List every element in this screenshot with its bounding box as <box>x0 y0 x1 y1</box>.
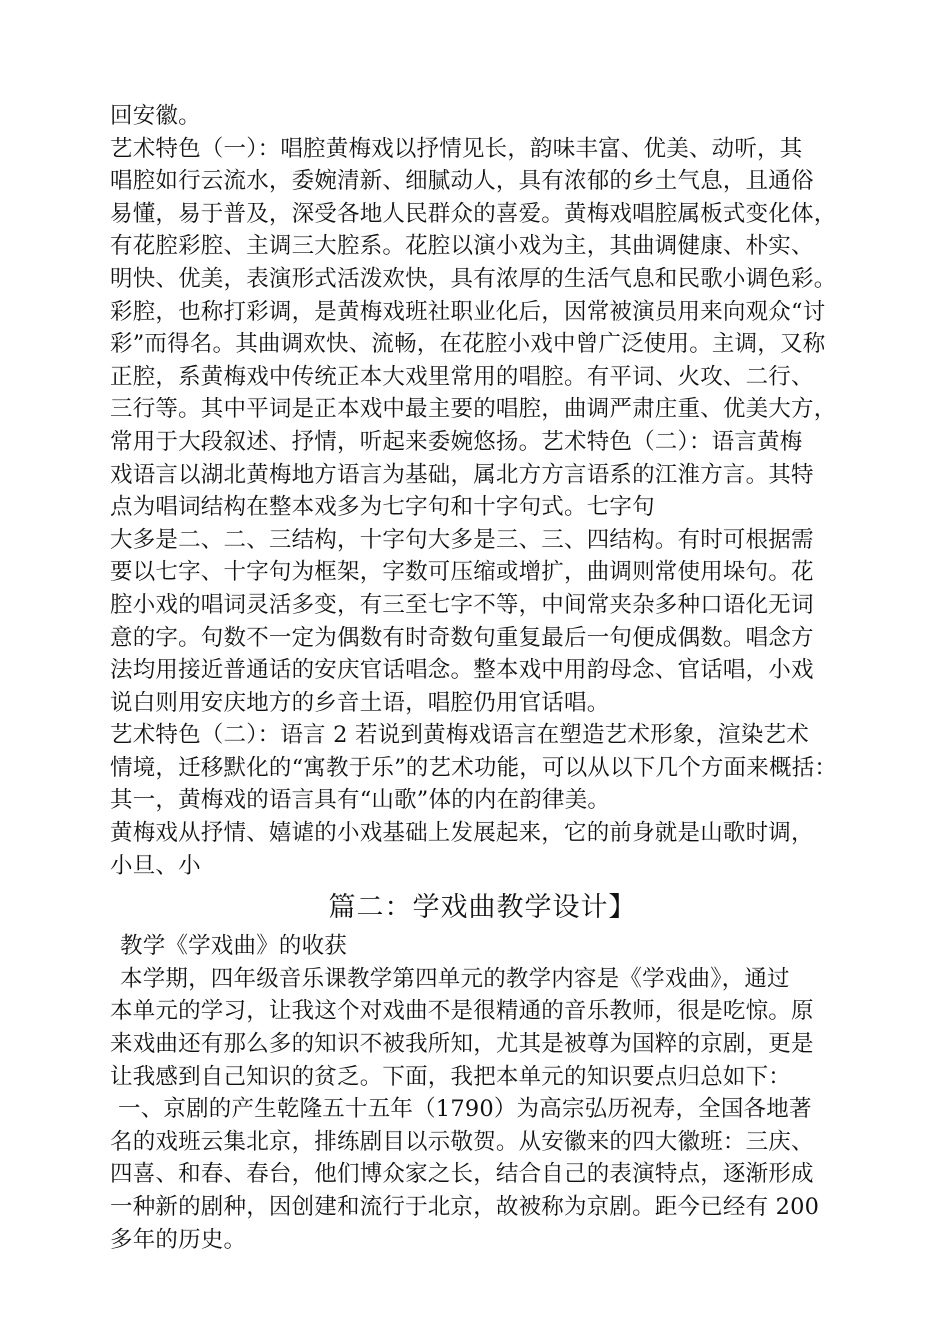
text-line: 说白则用安庆地方的乡音土语，唱腔仍用官话唱。 <box>110 689 610 716</box>
text-line: 点为唱词结构在整本戏多为七字句和十字句式。七字句 <box>110 494 655 521</box>
text-line: 多年的历史。 <box>110 1226 247 1253</box>
text-line: 常用于大段叙述、抒情，听起来委婉悠扬。艺术特色（二）：语言黄梅 <box>110 428 803 455</box>
text-line: 意的字。句数不一定为偶数有时奇数句重复最后一句便成偶数。唱念方 <box>110 624 814 651</box>
text-line: 易懂，易于普及，深受各地人民群众的喜爱。黄梅戏唱腔属板式变化体， <box>110 200 837 227</box>
text-line: 来戏曲还有那么多的知识不被我所知，尤其是被尊为国粹的京剧，更是 <box>110 1031 814 1058</box>
text-line: 正腔，系黄梅戏中传统正本大戏里常用的唱腔。有平词、火攻、二行、 <box>110 363 814 390</box>
text-line: 腔小戏的唱词灵活多变，有三至七字不等，中间常夹杂多种口语化无词 <box>110 591 814 618</box>
text-line: 明快、优美，表演形式活泼欢快，具有浓厚的生活气息和民歌小调色彩。 <box>110 265 837 292</box>
section-opera-teaching <box>110 930 855 1256</box>
text-line: 艺术特色（二）：语言 2 若说到黄梅戏语言在塑造艺术形象，渲染艺术 <box>110 722 809 749</box>
text-line: 情境，迁移默化的“寓教于乐”的艺术功能，可以从以下几个方面来概括： <box>110 754 838 781</box>
text-line: 黄梅戏从抒情、嬉谑的小戏基础上发展起来，它的前身就是山歌时调， <box>110 820 814 847</box>
text-line: 大多是二、二、三结构，十字句大多是三、三、四结构。有时可根据需 <box>110 526 814 553</box>
text-line: 回安徽。 <box>110 103 201 129</box>
text-line: 本单元的学习，让我这个对戏曲不是很精通的音乐教师，很是吃惊。原 <box>110 998 814 1025</box>
text-line: 三行等。其中平词是正本戏中最主要的唱腔，曲调严肃庄重、优美大方， <box>110 396 837 423</box>
text-line: 四喜、和春、春台，他们博众家之长，结合自己的表演特点，逐渐形成 <box>110 1161 814 1188</box>
text-line: 要以七字、十字句为框架，字数可压缩或增扩，曲调则常使用垛句。花 <box>110 559 814 586</box>
section-huangmei-opera <box>110 100 855 882</box>
text-line: 让我感到自己知识的贫乏。下面，我把本单元的知识要点归总如下： <box>110 1063 792 1090</box>
text-line: 戏语言以湖北黄梅地方语言为基础，属北方方言语系的江淮方言。其特 <box>110 461 814 488</box>
text-line: 一、京剧的产生乾隆五十五年（1790）为高宗弘历祝寿，全国各地著 <box>118 1096 812 1123</box>
text-line: 彩”而得名。其曲调欢快、流畅，在花腔小戏中曾广泛使用。主调，又称 <box>110 331 826 358</box>
text-line: 一种新的剧种，因创建和流行于北京，故被称为京剧。距今已经有 200 <box>110 1194 820 1220</box>
document-page <box>110 100 855 1256</box>
text-line: 有花腔彩腔、主调三大腔系。花腔以演小戏为主，其曲调健康、朴实、 <box>110 233 814 260</box>
text-line: 名的戏班云集北京，排练剧目以示敬贺。从安徽来的四大徽班：三庆、 <box>110 1128 814 1155</box>
text-line: 唱腔如行云流水，委婉清新、细腻动人，具有浓郁的乡土气息，且通俗 <box>110 168 814 195</box>
section-heading: 篇二：学戏曲教学设计】 <box>328 892 637 924</box>
text-line: 本学期，四年级音乐课教学第四单元的教学内容是《学戏曲》，通过 <box>120 965 790 992</box>
text-line: 其一，黄梅戏的语言具有“山歌”体的内在韵律美。 <box>110 787 611 814</box>
text-line: 法均用接近普通话的安庆官话唱念。整本戏中用韵母念、官话唱，小戏 <box>110 657 814 684</box>
text-line: 彩腔，也称打彩调，是黄梅戏班社职业化后，因常被演员用来向观众“讨 <box>110 298 826 325</box>
text-line: 小旦、小 <box>110 852 201 879</box>
text-line: 艺术特色（一）：唱腔黄梅戏以抒情见长，韵味丰富、优美、动听，其 <box>110 135 803 162</box>
subtitle-line: 教学《学戏曲》的收获 <box>120 933 348 960</box>
